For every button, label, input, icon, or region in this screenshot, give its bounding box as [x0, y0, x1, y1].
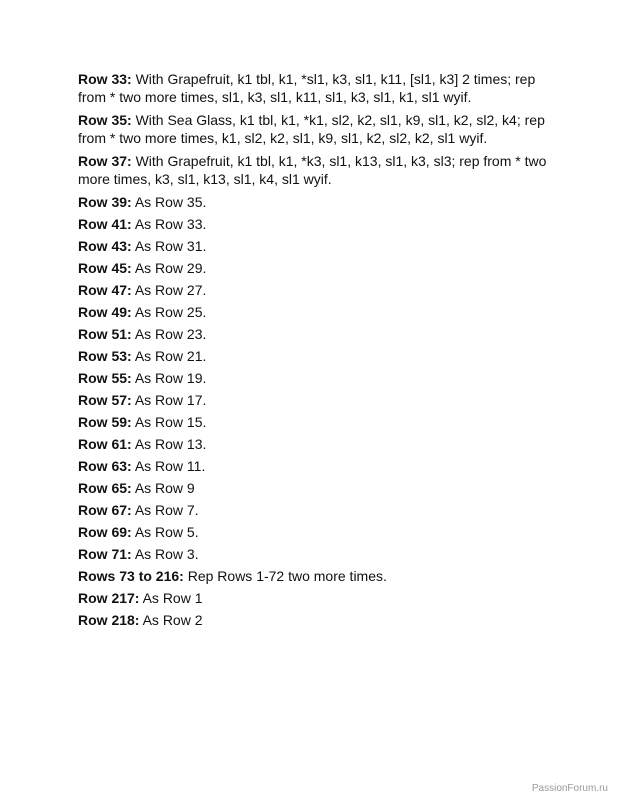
- row-label: Row 71:: [78, 546, 132, 562]
- row-entry: [78, 413, 548, 431]
- row-label: Row 37:: [78, 153, 132, 169]
- row-entry: [78, 70, 548, 106]
- row-label: Row 61:: [78, 436, 132, 452]
- row-text: As Row 19.: [134, 370, 207, 386]
- row-label: Row 43:: [78, 238, 132, 254]
- row-text: As Row 23.: [134, 326, 207, 342]
- row-label: Row 69:: [78, 524, 132, 540]
- row-entry: [78, 281, 548, 299]
- row-text: As Row 7.: [134, 502, 199, 518]
- row-text: As Row 2: [142, 612, 203, 628]
- row-entry: [78, 501, 548, 519]
- row-entry: [78, 111, 548, 147]
- row-label: Row 57:: [78, 392, 132, 408]
- row-text: As Row 9: [134, 480, 195, 496]
- row-text: As Row 35.: [134, 194, 207, 210]
- row-text: As Row 21.: [134, 348, 207, 364]
- row-label: Row 45:: [78, 260, 132, 276]
- row-text: As Row 3.: [134, 546, 199, 562]
- row-text: As Row 11.: [134, 458, 206, 474]
- row-entry: [78, 479, 548, 497]
- row-label: Row 33:: [78, 71, 132, 87]
- row-text: As Row 1: [142, 590, 203, 606]
- row-text: Rep Rows 1-72 two more times.: [187, 568, 387, 584]
- row-label: Row 217:: [78, 590, 140, 606]
- row-text: With Sea Glass, k1 tbl, k1, *k1, sl2, k2, sl1, k9, sl1, k2, sl2, k4; rep from * two more times, k1, sl2, k2, sl1, k9, sl1, k2, sl2, k2, sl1 wyif.: [78, 112, 545, 146]
- row-text: As Row 17.: [134, 392, 207, 408]
- row-entry: [78, 303, 548, 321]
- row-text: As Row 25.: [134, 304, 207, 320]
- row-label: Row 47:: [78, 282, 132, 298]
- row-entry: [78, 391, 548, 409]
- row-text: As Row 5.: [134, 524, 199, 540]
- row-label: Row 67:: [78, 502, 132, 518]
- row-label: Row 63:: [78, 458, 132, 474]
- row-label: Row 55:: [78, 370, 132, 386]
- row-entry: [78, 215, 548, 233]
- row-entry: [78, 347, 548, 365]
- row-entry: [78, 193, 548, 211]
- row-label: Row 218:: [78, 612, 140, 628]
- row-entry: [78, 611, 548, 629]
- instructions-body: [78, 70, 548, 633]
- row-entry: [78, 567, 548, 585]
- row-entry: [78, 152, 548, 188]
- row-label: Rows 73 to 216:: [78, 568, 184, 584]
- row-entry: [78, 435, 548, 453]
- row-text: As Row 13.: [134, 436, 207, 452]
- row-text: With Grapefruit, k1 tbl, k1, *sl1, k3, sl1, k11, [sl1, k3] 2 times; rep from * two more times, sl1, k3, sl1, k11, sl1, k3, sl1, k1, sl1 wyif.: [78, 71, 536, 105]
- row-entry: [78, 457, 548, 475]
- row-text: As Row 33.: [134, 216, 207, 232]
- row-label: Row 65:: [78, 480, 132, 496]
- row-label: Row 39:: [78, 194, 132, 210]
- row-label: Row 59:: [78, 414, 132, 430]
- row-label: Row 49:: [78, 304, 132, 320]
- row-entry: [78, 325, 548, 343]
- row-text: With Grapefruit, k1 tbl, k1, *k3, sl1, k13, sl1, k3, sl3; rep from * two more times, k3, sl1, k13, sl1, k4, sl1 wyif.: [78, 153, 547, 187]
- row-entry: [78, 589, 548, 607]
- watermark-text: PassionForum.ru: [531, 783, 608, 794]
- row-label: Row 35:: [78, 112, 132, 128]
- row-label: Row 51:: [78, 326, 132, 342]
- row-entry: [78, 237, 548, 255]
- row-entry: [78, 369, 548, 387]
- row-label: Row 41:: [78, 216, 132, 232]
- row-entry: [78, 545, 548, 563]
- row-text: As Row 29.: [134, 260, 207, 276]
- row-text: As Row 31.: [134, 238, 207, 254]
- row-entry: [78, 523, 548, 541]
- row-text: As Row 15.: [134, 414, 207, 430]
- row-label: Row 53:: [78, 348, 132, 364]
- row-entry: [78, 259, 548, 277]
- row-text: As Row 27.: [134, 282, 207, 298]
